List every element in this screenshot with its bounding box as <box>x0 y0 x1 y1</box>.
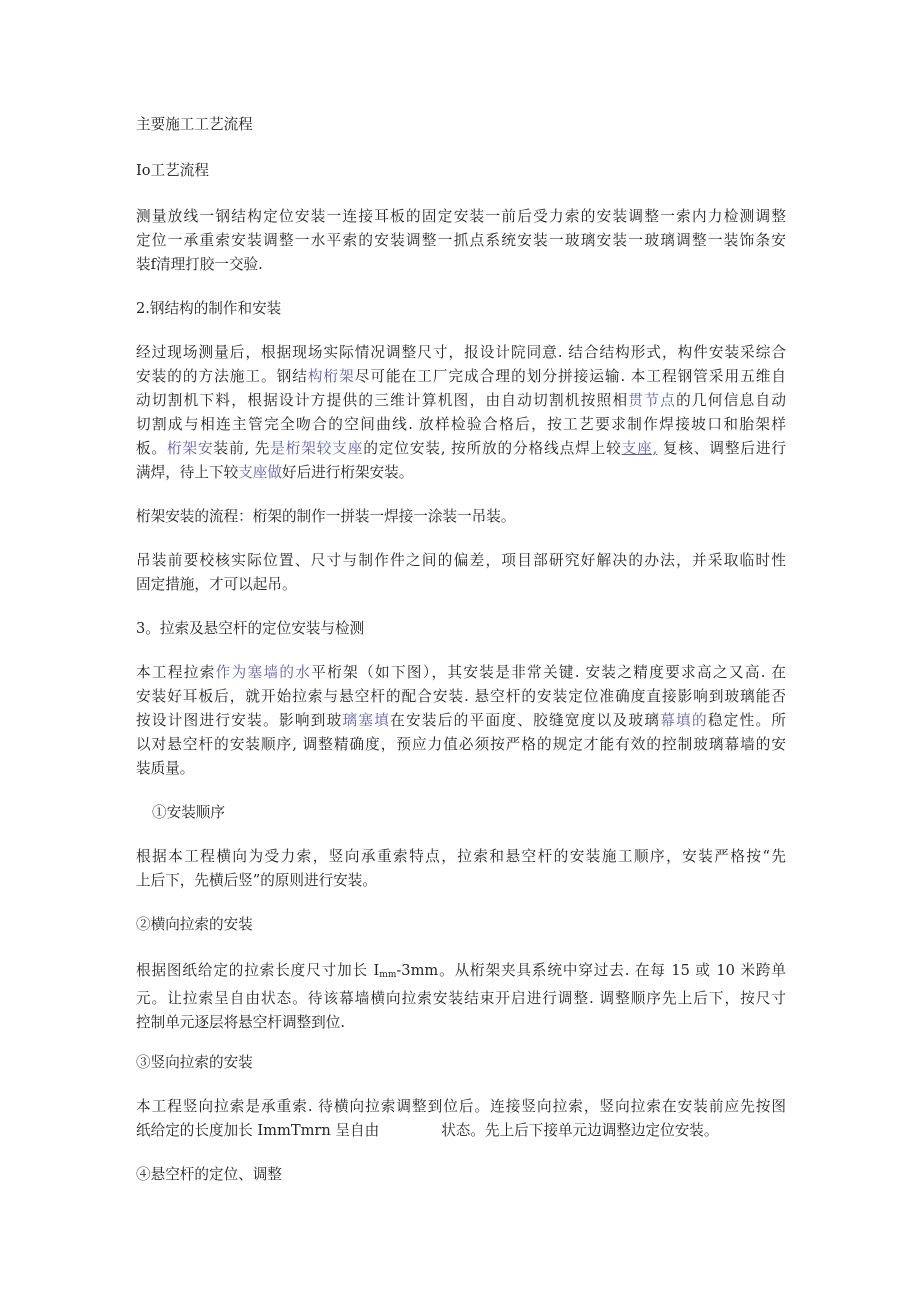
vertical-cable-paragraph <box>136 1095 786 1143</box>
text-line: 根据图纸给定的拉索长度尺寸加长 $I_{mm}-3mm$。从桁架夹具系统中穿过去. 在每 15 或 10 米跨单 <box>136 962 786 980</box>
section-1-title: Io工艺流程 <box>136 162 209 179</box>
truss-flow-paragraph: 桁架安装的流程：桁架的制作一拼装一焊接一涂装一吊装。 <box>136 508 516 525</box>
text-line: 吊装前要校核实际位置、尺寸与制作件之间的偏差，项目部研究好解决的办法，并采取临时性 <box>136 552 786 569</box>
steel-structure-paragraph <box>136 341 786 485</box>
keyword-link-curtain-wall[interactable]: 作为塞墙的水 <box>215 664 312 681</box>
hoisting-paragraph <box>136 549 786 597</box>
keyword-link-truss-support[interactable]: 是桁架较支座 <box>270 440 364 457</box>
keyword-link-curtain[interactable]: 幕填的 <box>660 712 708 729</box>
subsection-1-title: ①安装顺序 <box>152 804 225 821</box>
cable-paragraph <box>136 661 786 781</box>
text-line: 切割成与相连主管完全吻合的空间曲线. 放样检验合格后，按工艺要求制作焊接坡口和胎架样 <box>136 416 786 433</box>
text-line: 安装的的方法施工。钢结构桁架尽可能在工厂完成合理的划分拼接运输. 本工程钢管采用五维自 <box>136 368 786 385</box>
text-line: 以对悬空杆的安装顺序, 调整精确度，预应力值必须按严格的规定才能有效的控制玻璃幕墙的安 <box>136 736 786 753</box>
text-line: 定位一承重索安装调整一水平索的安装调整一抓点系统安装一玻璃安装一玻璃调整一装饰条安 <box>136 232 786 249</box>
text-line: 根据本工程横向为受力索，竖向承重索特点，拉索和悬空杆的安装施工顺序，安装严格按“先 <box>136 848 786 865</box>
keyword-link-support-done[interactable]: 支座做 <box>238 464 282 481</box>
text-line: 经过现场测量后，根据现场实际情况调整尺寸，报设计院同意. 结合结构形式，构件安装采综合 <box>136 344 786 361</box>
text-line: 上后下，先横后竖”的原则进行安装。 <box>136 872 377 889</box>
horizontal-cable-paragraph <box>136 959 786 1035</box>
text-line: 装f清理打胶一交验. <box>136 256 263 273</box>
keyword-link-support[interactable]: 支座, <box>621 440 658 457</box>
order-paragraph <box>136 845 786 893</box>
subsection-2-title: ②横向拉索的安装 <box>136 916 253 933</box>
section-2-title: 2.钢结构的制作和安装 <box>136 300 282 317</box>
text-line: 本工程拉索作为塞墙的水平桁架（如下图），其安装是非常关键. 安装之精度要求高之又高. 在 <box>136 664 786 681</box>
text-line: 本工程竖向拉索是承重索. 待横向拉索调整到位后。连接竖向拉索，竖向拉索在安装前应先按图 <box>136 1098 786 1115</box>
keyword-link-glass-fill[interactable]: 璃塞填 <box>342 712 391 729</box>
keyword-link-truss[interactable]: 构桁架 <box>307 368 355 385</box>
text-line: 元。让拉索呈自由状态。待该幕墙横向拉索安装结束开启进行调整. 调整顺序先上后下，按尺寸 <box>136 990 786 1007</box>
subsection-4-title: ④悬空杆的定位、调整 <box>136 1166 282 1183</box>
keyword-link-truss-install[interactable]: 桁架安 <box>167 440 214 457</box>
text-line: 按设计图进行安装。影响到玻璃塞填在安装后的平面度、胶缝宽度以及玻璃幕填的稳定性。所 <box>136 712 786 729</box>
text-line: 固定措施，才可以起吊。 <box>136 576 297 593</box>
main-heading: 主要施工工艺流程 <box>136 116 253 133</box>
text-line: 测量放线一钢结构定位安装一连接耳板的固定安装一前后受力索的安装调整一索内力检测调整 <box>136 208 786 225</box>
subsection-3-title: ③竖向拉索的安装 <box>136 1054 253 1071</box>
text-line: 动切割机下料，根据设计方提供的三维计算机图，由自动切割机按照相贯节点的几何信息自动 <box>136 392 786 409</box>
process-flow-paragraph <box>136 205 786 277</box>
text-line: 装质量。 <box>136 760 195 777</box>
text-line: 板。桁架安装前, 先是桁架较支座的定位安装, 按所放的分格线点焊上较支座, 复核、调整后进行 <box>136 440 786 457</box>
keyword-link-node[interactable]: 贯节点 <box>628 392 677 409</box>
section-3-title: 3。拉索及悬空杆的定位安装与检测 <box>136 620 365 637</box>
text-line: 安装好耳板后，就开始拉索与悬空杆的配合安装. 悬空杆的安装定位准确度直接影响到玻璃能否 <box>136 688 786 705</box>
text-line: 控制单元逐层将悬空杆调整到位. <box>136 1014 345 1031</box>
text-line: 纸给定的长度加长 ImmTmrn 呈自由 状态。先上后下接单元边调整边定位安装。 <box>136 1122 719 1139</box>
text-line: 满焊，待上下较支座做好后进行桁架安装。 <box>136 464 414 481</box>
